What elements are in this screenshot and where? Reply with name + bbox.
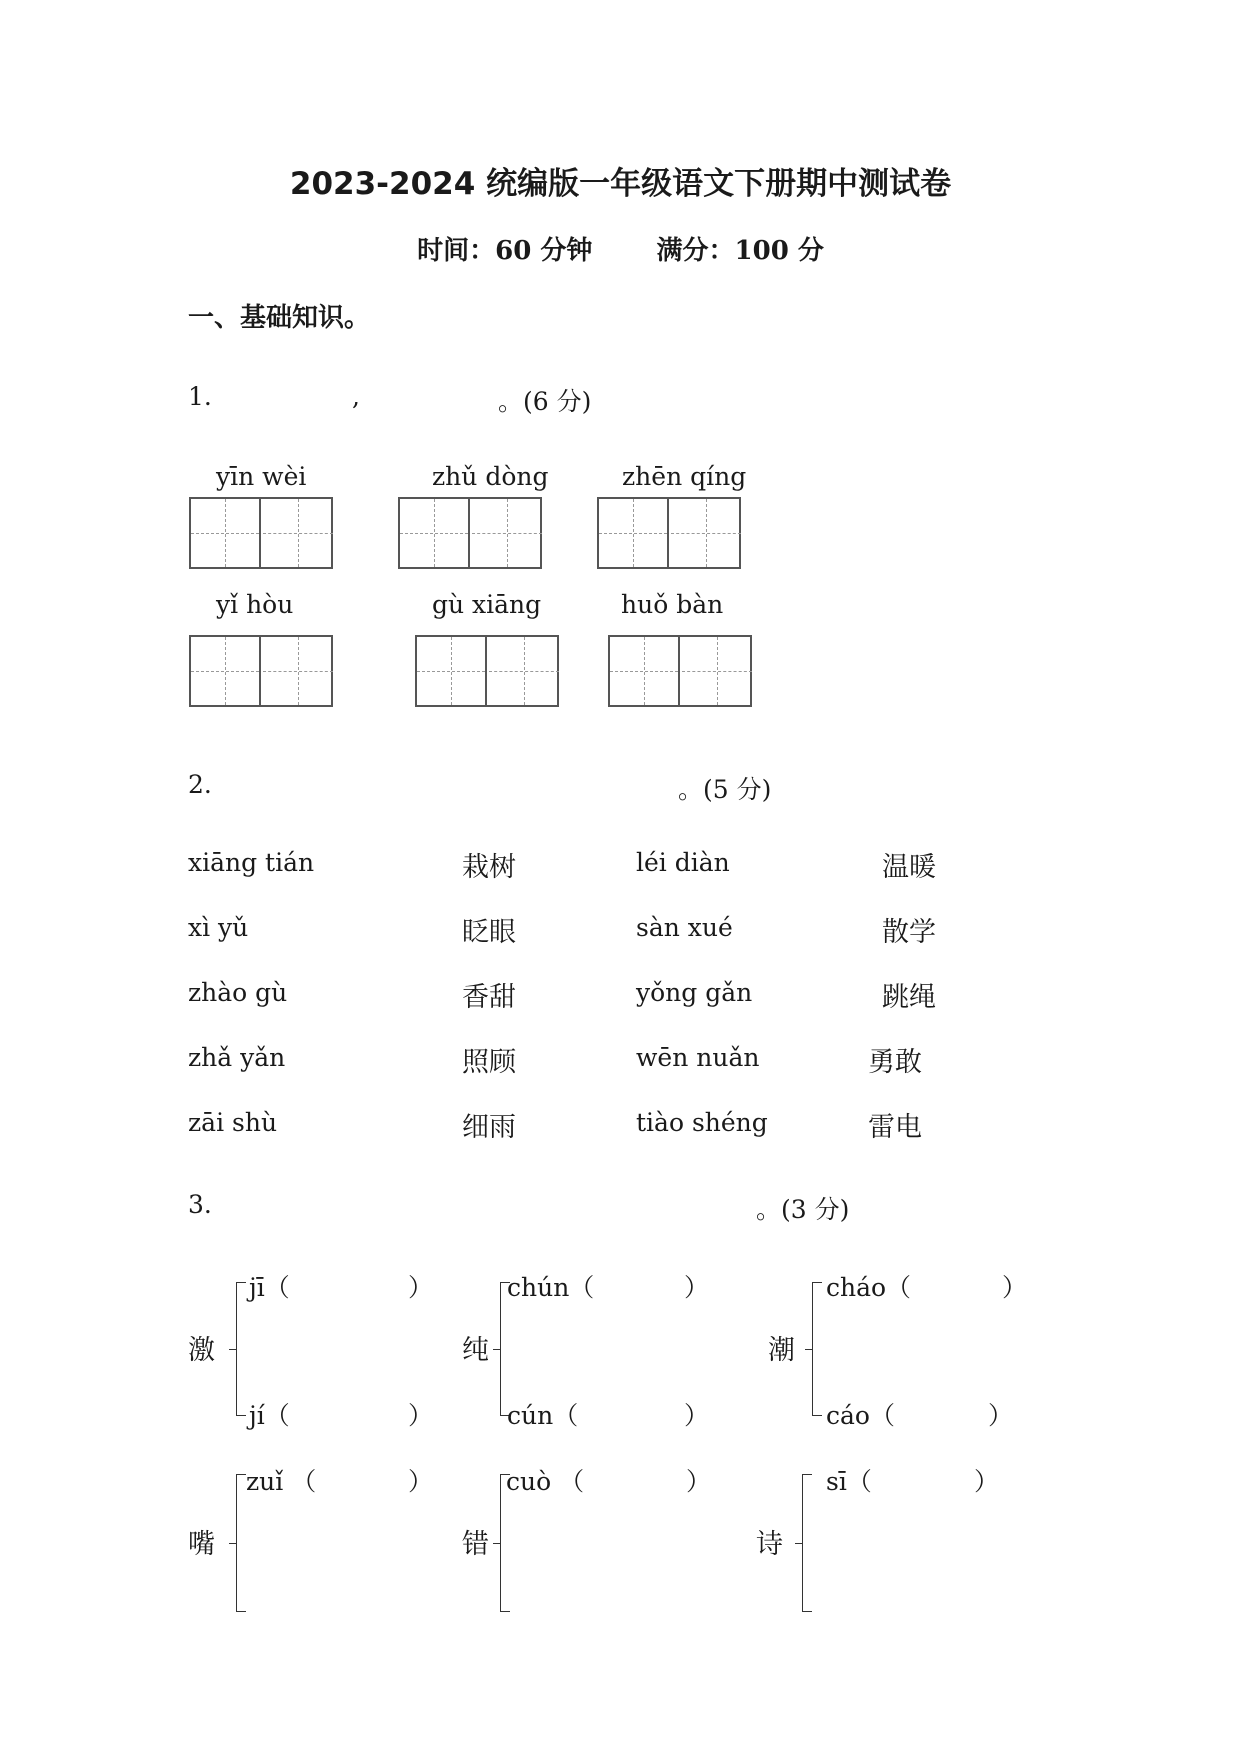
match-pinyin[interactable]: wēn nuǎn <box>636 1043 760 1072</box>
close-paren: ） <box>408 1467 434 1496</box>
close-paren: ） <box>988 1401 1014 1430</box>
polyphone-bottom: cáo（ <box>826 1401 895 1430</box>
polyphone-bottom: jí（ <box>249 1401 290 1430</box>
writing-grid[interactable] <box>398 497 542 569</box>
close-paren: ） <box>974 1467 1000 1496</box>
q1-pinyin: zhǔ dòng <box>432 462 549 491</box>
polyphone-top: cháo（ <box>826 1273 912 1302</box>
bracket <box>236 1474 246 1612</box>
q1-pinyin: gù xiāng <box>432 590 542 619</box>
match-word[interactable]: 跳绳 <box>882 982 936 1013</box>
section-heading: 一、基础知识。 <box>188 303 371 333</box>
polyphone-top: chún（ <box>507 1273 595 1302</box>
polyphone-char: 诗 <box>756 1529 783 1560</box>
polyphone-top: sī（ <box>826 1467 872 1496</box>
close-paren: ） <box>408 1401 434 1430</box>
time-label: 时间：60 分钟 <box>417 236 593 266</box>
writing-grid[interactable] <box>415 635 559 707</box>
match-pinyin[interactable]: xì yǔ <box>188 913 249 942</box>
polyphone-char: 潮 <box>768 1335 795 1366</box>
polyphone-top: jī（ <box>249 1273 290 1302</box>
match-word[interactable]: 香甜 <box>462 982 516 1013</box>
close-paren: ） <box>684 1401 710 1430</box>
match-word[interactable]: 勇敢 <box>868 1047 922 1078</box>
q2-number: 2. <box>188 770 212 799</box>
page-title: 2023-2024 统编版一年级语文下册期中测试卷 <box>289 166 952 202</box>
q1-points: 。(6 分) <box>498 387 592 416</box>
match-word[interactable]: 照顾 <box>462 1047 516 1078</box>
close-paren: ） <box>686 1467 712 1496</box>
writing-grid[interactable] <box>189 635 333 707</box>
close-paren: ） <box>1002 1273 1028 1302</box>
match-pinyin[interactable]: xiāng tián <box>188 848 315 877</box>
close-paren: ） <box>408 1273 434 1302</box>
polyphone-top: zuǐ （ <box>246 1467 317 1496</box>
match-pinyin[interactable]: sàn xué <box>636 913 733 942</box>
q3-number: 3. <box>188 1190 212 1219</box>
writing-grid[interactable] <box>597 497 741 569</box>
match-pinyin[interactable]: zhào gù <box>188 978 288 1007</box>
score-label: 满分：100 分 <box>656 236 824 266</box>
writing-grid[interactable] <box>608 635 752 707</box>
bracket <box>802 1474 812 1612</box>
match-word[interactable]: 眨眼 <box>462 917 516 948</box>
bracket <box>236 1282 246 1416</box>
polyphone-char: 激 <box>188 1335 215 1366</box>
match-pinyin[interactable]: léi diàn <box>636 848 730 877</box>
match-word[interactable]: 雷电 <box>868 1112 922 1143</box>
polyphone-char: 错 <box>462 1529 489 1560</box>
q1-pinyin: zhēn qíng <box>622 462 747 491</box>
match-word[interactable]: 细雨 <box>462 1112 516 1143</box>
match-pinyin[interactable]: zhǎ yǎn <box>188 1043 286 1072</box>
q1-number: 1. <box>188 382 212 411</box>
bracket <box>812 1282 822 1416</box>
polyphone-char: 嘴 <box>188 1529 215 1560</box>
q1-pinyin: yīn wèi <box>216 462 307 491</box>
polyphone-top: cuò （ <box>506 1467 585 1496</box>
close-paren: ） <box>684 1273 710 1302</box>
q2-points: 。(5 分) <box>678 775 772 804</box>
match-pinyin[interactable]: tiào shéng <box>636 1108 768 1137</box>
q1-comma: , <box>352 382 360 411</box>
q3-points: 。(3 分) <box>756 1195 850 1224</box>
polyphone-bottom: cún（ <box>507 1401 579 1430</box>
writing-grid[interactable] <box>189 497 333 569</box>
polyphone-char: 纯 <box>462 1335 489 1366</box>
match-pinyin[interactable]: yǒng gǎn <box>636 978 753 1007</box>
match-word[interactable]: 温暖 <box>882 852 936 883</box>
exam-meta <box>0 230 1241 267</box>
match-pinyin[interactable]: zāi shù <box>188 1108 278 1137</box>
q1-pinyin: huǒ bàn <box>621 590 724 619</box>
match-word[interactable]: 散学 <box>882 917 936 948</box>
match-word[interactable]: 栽树 <box>462 852 516 883</box>
q1-pinyin: yǐ hòu <box>216 590 294 619</box>
